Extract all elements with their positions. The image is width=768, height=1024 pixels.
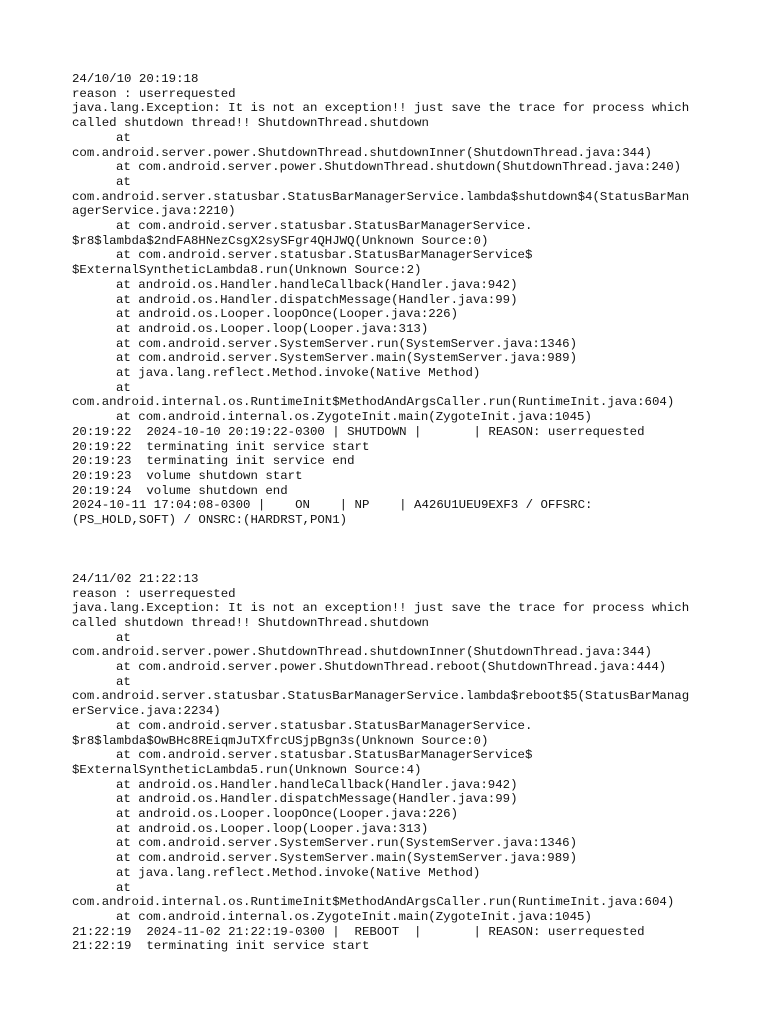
- log-line: at android.os.Handler.handleCallback(Handler.java:942): [116, 777, 518, 792]
- log-line: at: [116, 630, 131, 645]
- log-line: at com.android.server.SystemServer.main(SystemServer.java:989): [116, 851, 578, 866]
- log-line: reason : userrequested: [72, 586, 236, 601]
- log-line: at: [116, 880, 131, 895]
- log-line: at android.os.Looper.loopOnce(Looper.java:226): [116, 807, 459, 822]
- log-line: 20:19:22 terminating init service start: [72, 439, 370, 454]
- log-line: 20:19:23 volume shutdown start: [72, 468, 303, 483]
- log-document: [72, 72, 702, 954]
- log-line: 24/10/10 20:19:18: [72, 72, 199, 86]
- log-line: at java.lang.reflect.Method.invoke(Native Method): [116, 366, 481, 381]
- log-line: reason : userrequested: [72, 86, 236, 101]
- log-line: at: [116, 674, 131, 689]
- log-line: at com.android.server.power.ShutdownThread.shutdown(ShutdownThread.java:240): [116, 160, 682, 175]
- log-line: 2024-10-11 17:04:08-0300 | ON | NP | A426U1UEU9EXF3 / OFFSRC:: [72, 498, 593, 513]
- log-line: com.android.server.statusbar.StatusBarManagerService.lambda$reboot$5(StatusBarManag: [72, 689, 690, 704]
- log-line: java.lang.Exception: It is not an exception!! just save the trace for process which: [72, 601, 690, 616]
- log-line: at java.lang.reflect.Method.invoke(Native Method): [116, 865, 481, 880]
- log-line: $r8$lambda$2ndFA8HNezCsgX2sySFgr4QHJWQ(Unknown Source:0): [72, 233, 489, 248]
- log-line: $ExternalSyntheticLambda8.run(Unknown Source:2): [72, 263, 422, 278]
- log-line: 20:19:24 volume shutdown end: [72, 483, 288, 498]
- log-line: 21:22:19 terminating init service start: [72, 939, 370, 954]
- log-line: at android.os.Handler.dispatchMessage(Handler.java:99): [116, 792, 518, 807]
- log-line: 20:19:23 terminating init service end: [72, 454, 355, 469]
- log-line: called shutdown thread!! ShutdownThread.shutdown: [72, 615, 429, 630]
- log-line: at android.os.Looper.loop(Looper.java:313): [116, 321, 429, 336]
- log-entry-2: [72, 572, 702, 954]
- log-line: erService.java:2234): [72, 704, 221, 719]
- log-line: at com.android.server.statusbar.StatusBarManagerService$: [116, 748, 533, 763]
- log-line: at: [116, 130, 131, 145]
- log-line: 21:22:19 2024-11-02 21:22:19-0300 | REBOOT | | REASON: userrequested: [72, 924, 645, 939]
- log-line: com.android.internal.os.RuntimeInit$MethodAndArgsCaller.run(RuntimeInit.java:604): [72, 395, 675, 410]
- log-line: com.android.server.power.ShutdownThread.shutdownInner(ShutdownThread.java:344): [72, 645, 652, 660]
- log-line: at android.os.Handler.handleCallback(Handler.java:942): [116, 277, 518, 292]
- log-line: at android.os.Looper.loop(Looper.java:313): [116, 821, 429, 836]
- log-line: $ExternalSyntheticLambda5.run(Unknown Source:4): [72, 762, 422, 777]
- log-line: at com.android.server.statusbar.StatusBarManagerService.: [116, 219, 533, 234]
- log-line: (PS_HOLD,SOFT) / ONSRC:(HARDRST,PON1): [72, 513, 348, 528]
- log-line: at com.android.server.SystemServer.run(SystemServer.java:1346): [116, 336, 578, 351]
- log-line: at android.os.Looper.loopOnce(Looper.java:226): [116, 307, 459, 322]
- log-line: at com.android.server.SystemServer.run(SystemServer.java:1346): [116, 836, 578, 851]
- log-line: at com.android.internal.os.ZygoteInit.main(ZygoteInit.java:1045): [116, 909, 592, 924]
- log-entry-1: [72, 72, 702, 528]
- log-line: 24/11/02 21:22:13: [72, 571, 199, 586]
- log-line: com.android.internal.os.RuntimeInit$MethodAndArgsCaller.run(RuntimeInit.java:604): [72, 895, 675, 910]
- log-line: called shutdown thread!! ShutdownThread.shutdown: [72, 116, 429, 131]
- log-line: at: [116, 174, 131, 189]
- log-line: at com.android.internal.os.ZygoteInit.main(ZygoteInit.java:1045): [116, 410, 592, 425]
- log-line: 20:19:22 2024-10-10 20:19:22-0300 | SHUTDOWN | | REASON: userrequested: [72, 424, 645, 439]
- log-line: $r8$lambda$OwBHc8REiqmJuTXfrcUSjpBgn3s(Unknown Source:0): [72, 733, 489, 748]
- log-line: com.android.server.power.ShutdownThread.shutdownInner(ShutdownThread.java:344): [72, 145, 652, 160]
- log-line: at com.android.server.statusbar.StatusBarManagerService.: [116, 718, 533, 733]
- log-line: at: [116, 380, 131, 395]
- log-line: at com.android.server.SystemServer.main(SystemServer.java:989): [116, 351, 578, 366]
- log-line: at com.android.server.statusbar.StatusBarManagerService$: [116, 248, 533, 263]
- log-line: at android.os.Handler.dispatchMessage(Handler.java:99): [116, 292, 518, 307]
- log-line: agerService.java:2210): [72, 204, 236, 219]
- log-line: java.lang.Exception: It is not an exception!! just save the trace for process which: [72, 101, 690, 116]
- log-line: at com.android.server.power.ShutdownThread.reboot(ShutdownThread.java:444): [116, 660, 667, 675]
- log-line: com.android.server.statusbar.StatusBarManagerService.lambda$shutdown$4(StatusBarMan: [72, 189, 690, 204]
